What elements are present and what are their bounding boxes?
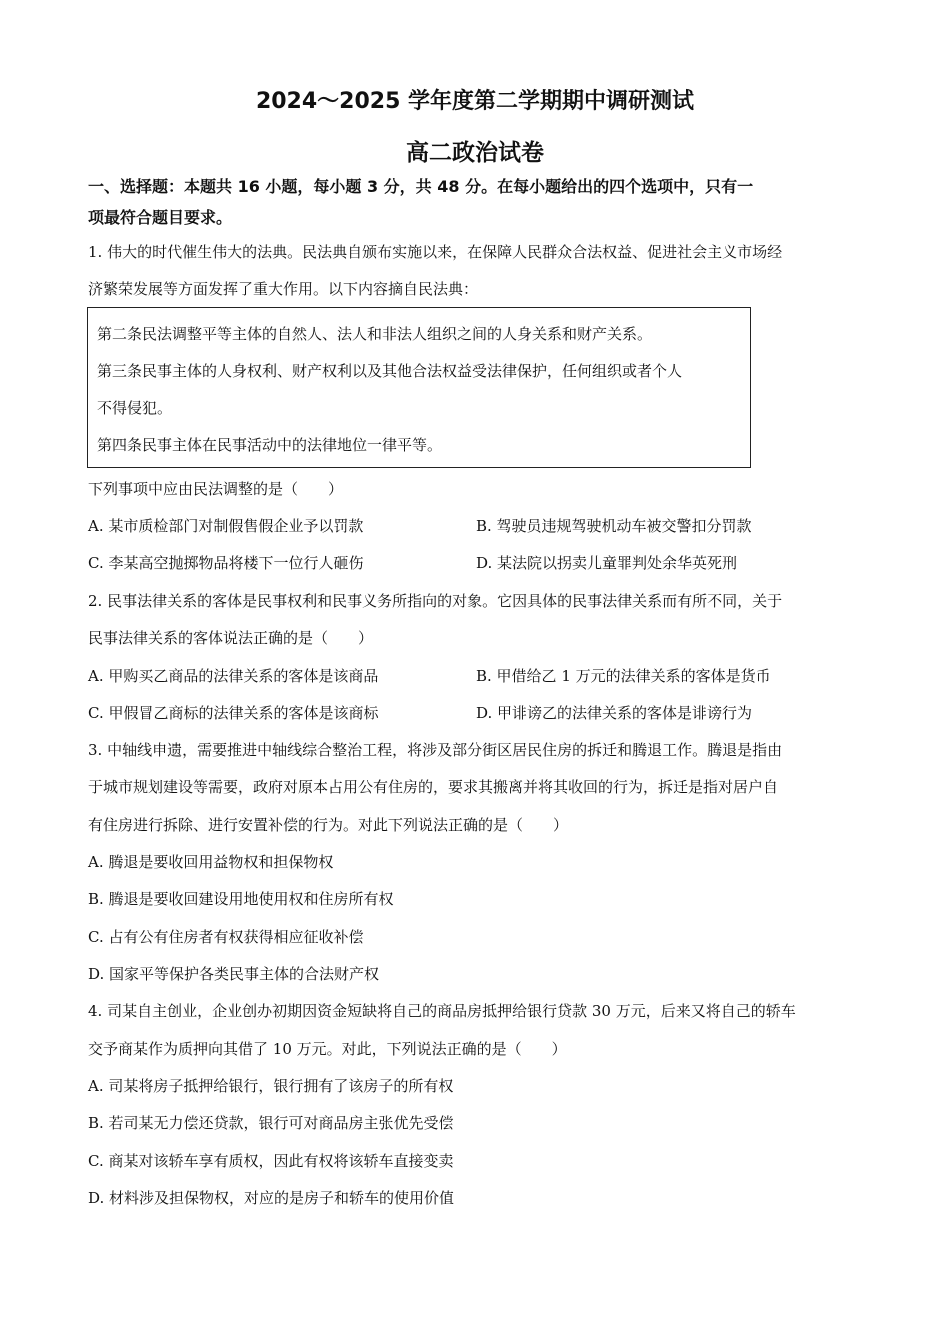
q4-option-d: D. 材料涉及担保物权，对应的是房子和轿车的使用价值: [88, 1189, 455, 1207]
q4-option-a: A. 司某将房子抵押给银行，银行拥有了该房子的所有权: [88, 1077, 454, 1095]
q4-stem-line-2: 交予商某作为质押向其借了 10 万元。对此，下列说法正确的是（ ）: [88, 1040, 567, 1058]
q1-question: 下列事项中应由民法调整的是（ ）: [88, 480, 344, 498]
q4-option-c: C. 商某对该轿车享有质权，因此有权将该轿车直接变卖: [88, 1152, 454, 1170]
q3-stem-line-1: 3. 中轴线申遗，需要推进中轴线综合整治工程，将涉及部分街区居民住房的拆迁和腾退工作。腾退是指由: [88, 741, 783, 759]
q1-option-c: C. 李某高空抛掷物品将楼下一位行人砸伤: [88, 554, 364, 572]
q3-option-c: C. 占有公有住房者有权获得相应征收补偿: [88, 928, 364, 946]
q4-stem-line-1: 4. 司某自主创业，企业创办初期因资金短缺将自己的商品房抵押给银行贷款 30 万元，后来又将自己的轿车: [88, 1002, 796, 1020]
q2-stem-line-2: 民事法律关系的客体说法正确的是（ ）: [88, 629, 374, 647]
q3-stem-line-2: 于城市规划建设等需要，政府对原本占用公有住房的，要求其搬离并将其收回的行为，拆迁是指对居户自: [88, 778, 779, 796]
q1-stem-line-1: 1. 伟大的时代催生伟大的法典。民法典自颁布实施以来，在保障人民群众合法权益、促进社会主义市场经: [88, 243, 783, 261]
exam-title: 2024～2025 学年度第二学期期中调研测试: [255, 89, 695, 114]
q1-option-a: A. 某市质检部门对制假售假企业予以罚款: [88, 517, 364, 535]
exam-subtitle: 高二政治试卷: [406, 140, 544, 166]
q3-option-a: A. 腾退是要收回用益物权和担保物权: [88, 853, 334, 871]
excerpt-article-3-line-2: 不得侵犯。: [97, 399, 173, 417]
section-heading-line-1: 一、选择题：本题共 16 小题，每小题 3 分，共 48 分。在每小题给出的四个选项中，只有一: [88, 177, 754, 196]
excerpt-article-4: 第四条民事主体在民事活动中的法律地位一律平等。: [97, 436, 443, 454]
q1-option-d: D. 某法院以拐卖儿童罪判处余华英死刑: [476, 554, 738, 572]
q1-stem-line-2: 济繁荣发展等方面发挥了重大作用。以下内容摘自民法典：: [88, 280, 479, 298]
q1-option-b: B. 驾驶员违规驾驶机动车被交警扣分罚款: [476, 517, 752, 535]
q2-option-a: A. 甲购买乙商品的法律关系的客体是该商品: [88, 667, 379, 685]
q2-option-d: D. 甲诽谤乙的法律关系的客体是诽谤行为: [476, 704, 753, 722]
q1-civil-code-excerpt-box: [87, 307, 751, 468]
section-heading-line-2: 项最符合题目要求。: [88, 208, 233, 227]
q2-option-c: C. 甲假冒乙商标的法律关系的客体是该商标: [88, 704, 379, 722]
q2-stem-line-1: 2. 民事法律关系的客体是民事权利和民事义务所指向的对象。它因具体的民事法律关系而有所不同，关于: [88, 592, 783, 610]
q2-option-b: B. 甲借给乙 1 万元的法律关系的客体是货币: [476, 667, 771, 685]
q3-stem-line-3: 有住房进行拆除、进行安置补偿的行为。对此下列说法正确的是（ ）: [88, 816, 569, 834]
q4-option-b: B. 若司某无力偿还贷款，银行可对商品房主张优先受偿: [88, 1114, 454, 1132]
excerpt-article-3-line-1: 第三条民事主体的人身权利、财产权利以及其他合法权益受法律保护，任何组织或者个人: [97, 362, 683, 380]
q3-option-d: D. 国家平等保护各类民事主体的合法财产权: [88, 965, 380, 983]
q3-option-b: B. 腾退是要收回建设用地使用权和住房所有权: [88, 890, 394, 908]
excerpt-article-2: 第二条民法调整平等主体的自然人、法人和非法人组织之间的人身关系和财产关系。: [97, 325, 653, 343]
